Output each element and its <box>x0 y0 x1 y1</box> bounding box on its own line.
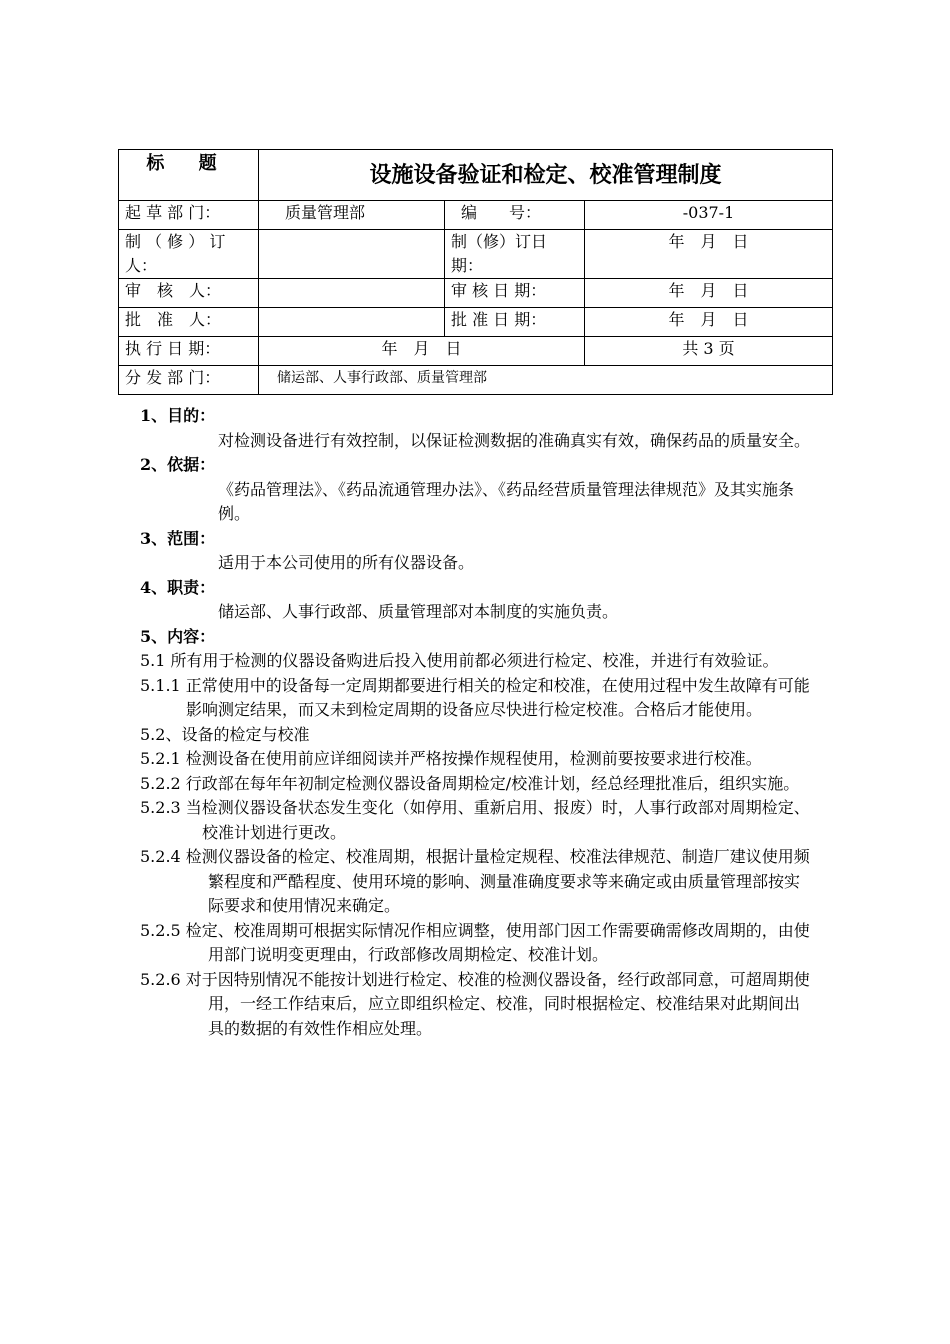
content-items <box>140 649 812 1041</box>
exec-date-label: 执 行 日 期： <box>119 337 259 366</box>
content-item-number: 5.1.1 <box>140 675 186 695</box>
content-item-number: 5.2.4 <box>140 847 186 866</box>
content-item-text: 行政部在每年年初制定检测仪器设备周期检定/校准计划，经总经理批准后，组织实施。 <box>185 773 800 793</box>
draft-dept-value: 质量管理部 <box>259 201 445 230</box>
content-item-number: 5.2、 <box>140 724 182 744</box>
content-item-number: 5.2.1 <box>140 749 186 768</box>
distribute-label: 分 发 部 门： <box>119 366 259 395</box>
approve-date-value: 年 月 日 <box>585 308 833 337</box>
content-item-number: 5.2.2 <box>140 773 186 793</box>
content-item <box>140 649 812 674</box>
content-item <box>140 845 812 919</box>
revise-date-value: 年 月 日 <box>585 230 833 279</box>
section-4-title: 4、职责： <box>140 577 216 597</box>
content-item-text: 对于因特别情况不能按计划进行检定、校准的检测仪器设备，经行政部同意，可超周期使用，一经工作结束后，应立即组织检定、校准，同时根据检定、校准结果对此期间出具的数据的有效性作相应处理。 <box>185 969 810 1038</box>
content-item-number: 5.2.3 <box>140 798 186 817</box>
content-item-text: 设备的检定与校准 <box>181 724 310 744</box>
content-item-text: 检测设备在使用前应详细阅读并严格按操作规程使用，检测前要按要求进行校准。 <box>185 749 762 768</box>
content-item <box>140 919 812 968</box>
number-label: 编 号： <box>445 201 585 230</box>
content-item <box>140 772 812 797</box>
reviewer-label: 审 核 人： <box>119 279 259 308</box>
revise-person-label: 制 （ 修 ） 订人： <box>119 230 259 279</box>
content-item-number: 5.1 <box>140 651 171 670</box>
content-item-text: 当检测仪器设备状态发生变化（如停用、重新启用、报废）时，人事行政部对周期检定、校准计划进行更改。 <box>185 798 810 842</box>
content-item <box>140 674 812 723</box>
review-date-value: 年 月 日 <box>585 279 833 308</box>
pages-value: 共 3 页 <box>585 337 833 366</box>
exec-date-value: 年 月 日 <box>259 337 585 366</box>
reviewer-value <box>259 279 445 308</box>
section-2-text: 《药品管理法》、《药品流通管理办法》、《药品经营质量管理法律规范》及其实施条例。 <box>218 479 795 523</box>
review-date-label: 审 核 日 期： <box>445 279 585 308</box>
section-1-text: 对检测设备进行有效控制，以保证检测数据的准确真实有效，确保药品的质量安全。 <box>218 430 811 450</box>
approver-label: 批 准 人： <box>119 308 259 337</box>
content-item-number: 5.2.6 <box>140 969 186 989</box>
section-4-text: 储运部、人事行政部、质量管理部对本制度的实施负责。 <box>218 602 619 621</box>
distribute-value: 储运部、人事行政部、质量管理部 <box>259 366 833 395</box>
content-item <box>140 723 812 748</box>
header-table <box>118 149 833 395</box>
page-title: 设施设备验证和检定、校准管理制度 <box>259 150 833 201</box>
content-item-text: 检定、校准周期可根据实际情况作相应调整，使用部门因工作需要确需修改周期的，由使用部门说明变更理由，行政部修改周期检定、校准计划。 <box>185 920 810 964</box>
approver-value <box>259 308 445 337</box>
revise-person-value <box>259 230 445 279</box>
content-item <box>140 968 812 1042</box>
title-label: 标 题 <box>119 150 259 201</box>
content-item-text: 检测仪器设备的检定、校准周期，根据计量检定规程、校准法律规范、制造厂建议使用频繁程度和严酷程度、使用环境的影响、测量准确度要求等来确定或由质量管理部按实际要求和使用情况来确定。 <box>185 847 810 915</box>
revise-date-label: 制（修）订日期： <box>445 230 585 279</box>
document-body <box>140 404 812 1041</box>
number-value: -037-1 <box>585 201 833 230</box>
section-1-title: 1、目的： <box>140 406 216 425</box>
section-2-title: 2、依据： <box>140 455 216 474</box>
section-3-text: 适用于本公司使用的所有仪器设备。 <box>218 553 475 572</box>
content-item <box>140 796 812 845</box>
content-item-text: 正常使用中的设备每一定周期都要进行相关的检定和校准，在使用过程中发生故障有可能影响测定结果，而又未到检定周期的设备应尽快进行检定校准。合格后才能使用。 <box>185 675 810 719</box>
section-5-title: 5、内容： <box>140 626 216 646</box>
approve-date-label: 批 准 日 期： <box>445 308 585 337</box>
content-item <box>140 747 812 772</box>
content-item-text: 所有用于检测的仪器设备购进后投入使用前都必须进行检定、校准，并进行有效验证。 <box>170 651 779 670</box>
section-3-title: 3、范围： <box>140 528 216 548</box>
draft-dept-label: 起 草 部 门： <box>119 201 259 230</box>
content-item-number: 5.2.5 <box>140 920 186 940</box>
